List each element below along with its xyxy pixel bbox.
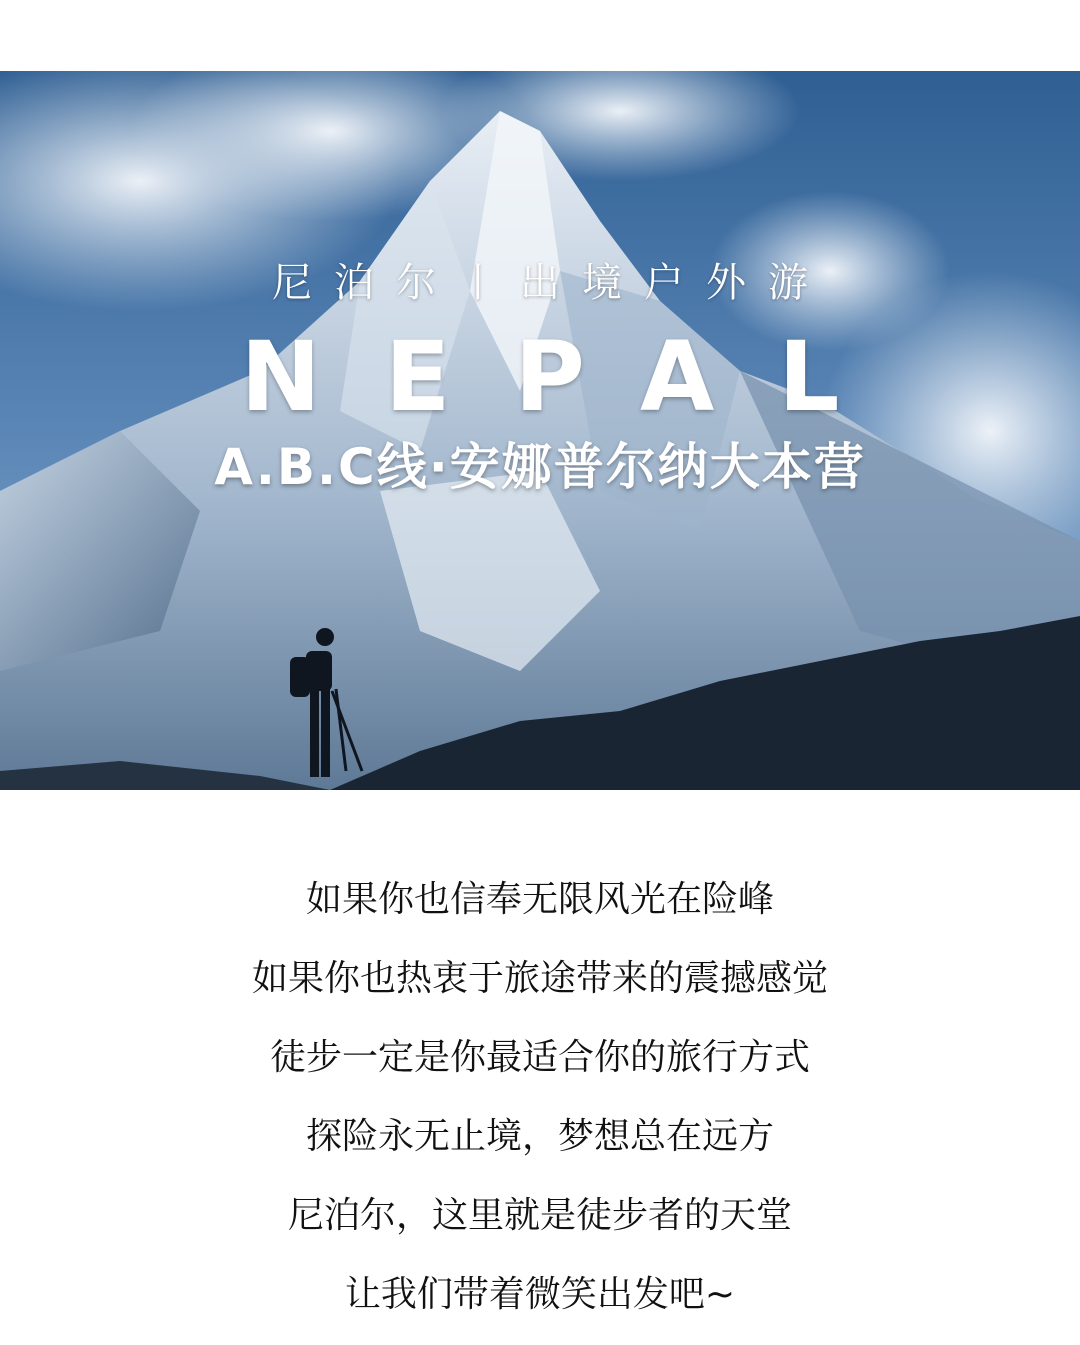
hero-title: NEPAL — [240, 321, 904, 433]
poem-line: 徒步一定是你最适合你的旅行方式 — [269, 1037, 810, 1078]
poem-line: 尼泊尔，这里就是徒步者的天堂 — [287, 1195, 792, 1236]
poem-line: 如果你也信奉无限风光在险峰 — [305, 879, 774, 920]
poem-line: 探险永无止境，梦想总在远方 — [305, 1116, 774, 1157]
poem-line: 如果你也热衷于旅途带来的震撼感觉 — [251, 958, 828, 999]
hero-subtitle: 尼泊尔丨出境户外游 — [272, 260, 830, 306]
poem-line: 让我们带着微笑出发吧~ — [344, 1274, 736, 1315]
hero-banner — [0, 71, 1080, 790]
poem-block — [0, 868, 1080, 1342]
hero-route-title: A.B.C线·安娜普尔纳大本营 — [214, 438, 866, 496]
